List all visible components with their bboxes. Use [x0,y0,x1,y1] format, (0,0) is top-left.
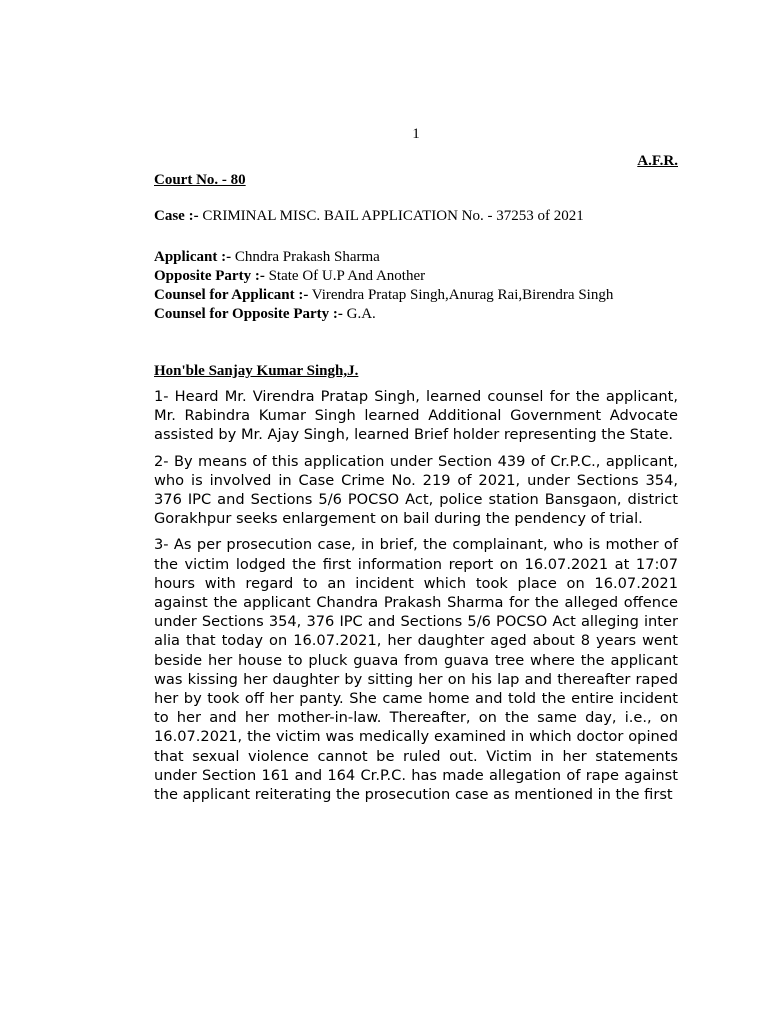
applicant-value: Chndra Prakash Sharma [231,249,380,265]
case-line [154,207,678,226]
page-number: 1 [412,126,420,142]
counsel-opposite-label: Counsel for Opposite Party :- [154,306,343,322]
counsel-applicant-row [154,286,678,305]
judge-name: Hon'ble Sanjay Kumar Singh,J. [154,363,359,379]
paragraph-2: 2- By means of this application under Section 439 of Cr.P.C., applicant, who is involved in Case Crime No. 219 of 2021, under Sections 354, 376 IPC and Sections 5/6 POCSO Act, police station Bansgaon, district Gorakhpur seeks enlargement on bail during the pendency of trial. [154,452,678,528]
applicant-row [154,248,678,267]
court-number: Court No. - 80 [154,172,246,188]
counsel-applicant-label: Counsel for Applicant :- [154,287,309,303]
afr-marker: A.F.R. [637,153,678,169]
applicant-label: Applicant :- [154,249,232,265]
counsel-opposite-row [154,305,678,324]
parties-block [154,248,678,324]
opposite-party-label: Opposite Party :- [154,268,265,284]
case-value: CRIMINAL MISC. BAIL APPLICATION No. - 37253 of 2021 [198,208,584,224]
counsel-opposite-value: G.A. [342,306,376,322]
paragraph-1: 1- Heard Mr. Virendra Pratap Singh, learned counsel for the applicant, Mr. Rabindra Kumar Singh learned Additional Government Advocate assisted by Mr. Ajay Singh, learned Brief holder representing the State. [154,388,678,444]
case-label: Case :- [154,208,199,224]
opposite-party-row [154,267,678,286]
judgment-body [154,387,678,811]
counsel-applicant-value: Virendra Pratap Singh,Anurag Rai,Birendra Singh [308,287,614,303]
opposite-party-value: State Of U.P And Another [264,268,426,284]
paragraph-3: 3- As per prosecution case, in brief, the complainant, who is mother of the victim lodged the first information report on 16.07.2021 at 17:07 hours with regard to an incident which took place on 16.07.2021 against the applicant Chandra Prakash Sharma for the alleged offence under Sections 354, 376 IPC and Sections 5/6 POCSO Act alleging inter alia that today on 16.07.2021, her daughter aged about 8 years went beside her house to pluck guava from guava tree where the applicant was kissing her daughter by sitting her on his lap and thereafter raped her by took off her panty. She came home and told the entire incident to her and her mother-in-law. Thereafter, on the same day, i.e., on 16.07.2021, the victim was medically examined in which doctor opined that sexual violence cannot be ruled out. Victim in her statements under Section 161 and 164 Cr.P.C. has made allegation of rape against the applicant reiterating the prosecution case as mentioned in the first [154,536,678,804]
